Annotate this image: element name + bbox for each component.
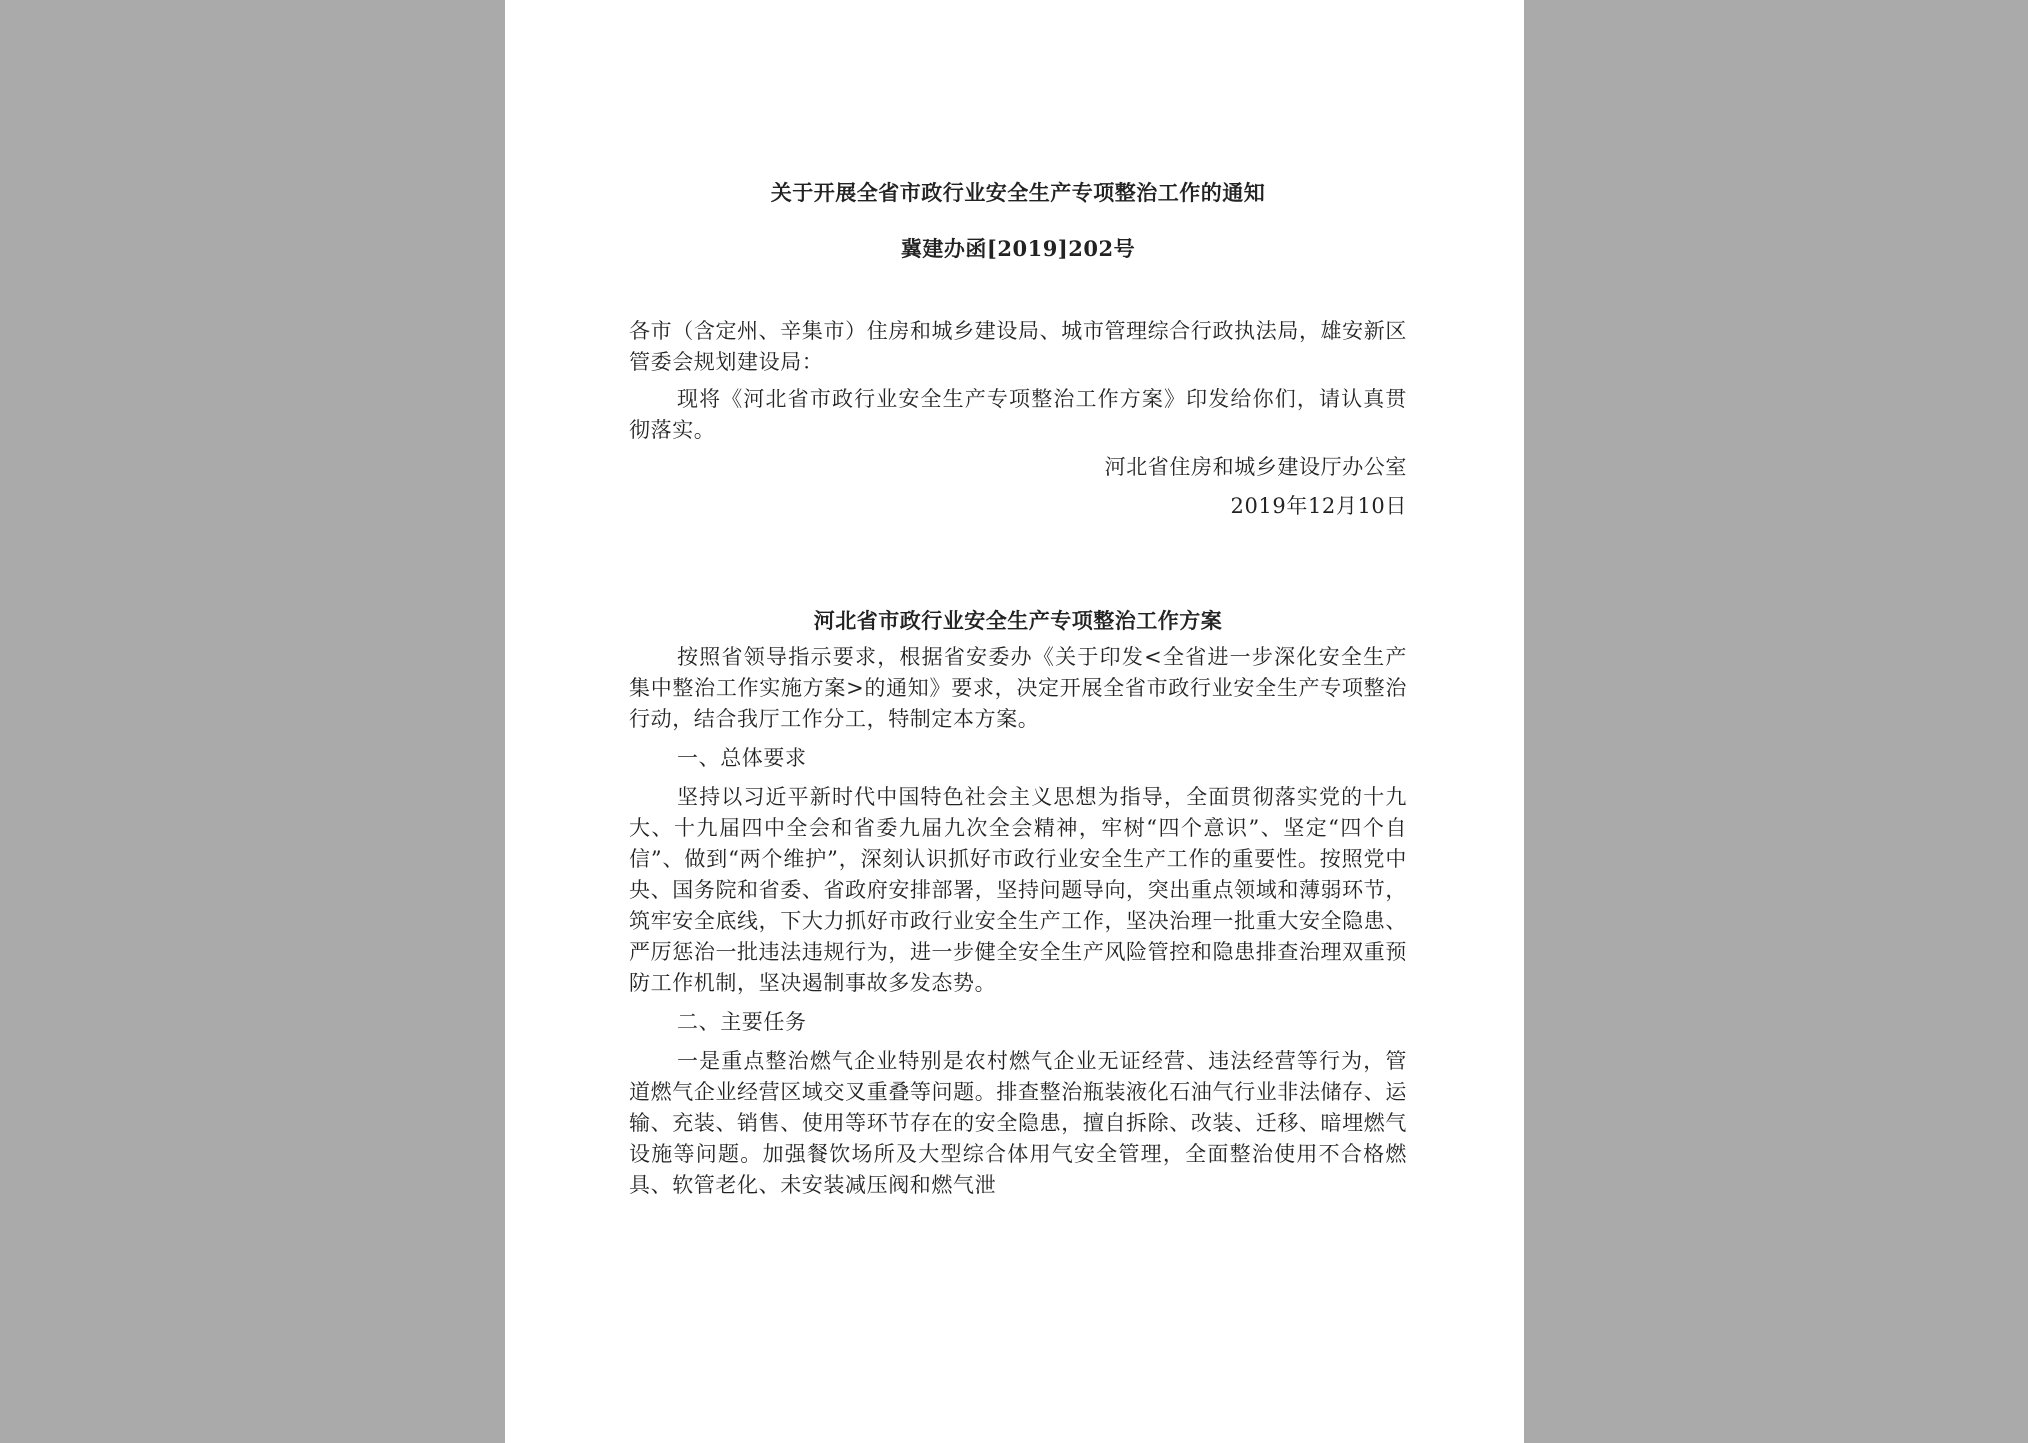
plan-title: 河北省市政行业安全生产专项整治工作方案: [813, 608, 1223, 633]
document-number: 冀建办函[2019]202号: [900, 236, 1136, 261]
section-heading-general-requirements: 一、总体要求: [677, 746, 807, 770]
plan-intro-paragraph: 按照省领导指示要求，根据省安委办《关于印发<全省进一步深化安全生产集中整治工作实施方案>的通知》要求，决定开展全省市政行业安全生产专项整治行动，结合我厅工作分工，特制定本方案。: [629, 645, 1407, 731]
section-body-general-requirements: 坚持以习近平新时代中国特色社会主义思想为指导，全面贯彻落实党的十九大、十九届四中全会和省委九届九次全会精神，牢树“四个意识”、坚定“四个自信”、做到“两个维护”，深刻认识抓好市政行业安全生产工作的重要性。按照党中央、国务院和省委、省政府安排部署，坚持问题导向，突出重点领域和薄弱环节，筑牢安全底线，下大力抓好市政行业安全生产工作，坚决治理一批重大安全隐患、严厉惩治一批违法违规行为，进一步健全安全生产风险管控和隐患排查治理双重预防工作机制，坚决遏制事故多发态势。: [629, 785, 1407, 995]
recipients-paragraph: 各市（含定州、辛集市）住房和城乡建设局、城市管理综合行政执法局，雄安新区管委会规划建设局：: [629, 319, 1407, 374]
page-content: [629, 178, 1407, 1201]
document-page: [505, 0, 1524, 1443]
issuer-signature: 河北省住房和城乡建设厅办公室: [1104, 455, 1407, 479]
notice-body-paragraph: 现将《河北省市政行业安全生产专项整治工作方案》印发给你们，请认真贯彻落实。: [629, 387, 1407, 442]
section-heading-main-tasks: 二、主要任务: [677, 1010, 807, 1034]
issue-date: 2019年12月10日: [1230, 494, 1407, 518]
section-body-main-tasks: 一是重点整治燃气企业特别是农村燃气企业无证经营、违法经营等行为，管道燃气企业经营区域交叉重叠等问题。排查整治瓶装液化石油气行业非法储存、运输、充装、销售、使用等环节存在的安全隐患，擅自拆除、改装、迁移、暗埋燃气设施等问题。加强餐饮场所及大型综合体用气安全管理，全面整治使用不合格燃具、软管老化、未安装减压阀和燃气泄: [629, 1049, 1407, 1197]
notice-title: 关于开展全省市政行业安全生产专项整治工作的通知: [770, 180, 1266, 205]
